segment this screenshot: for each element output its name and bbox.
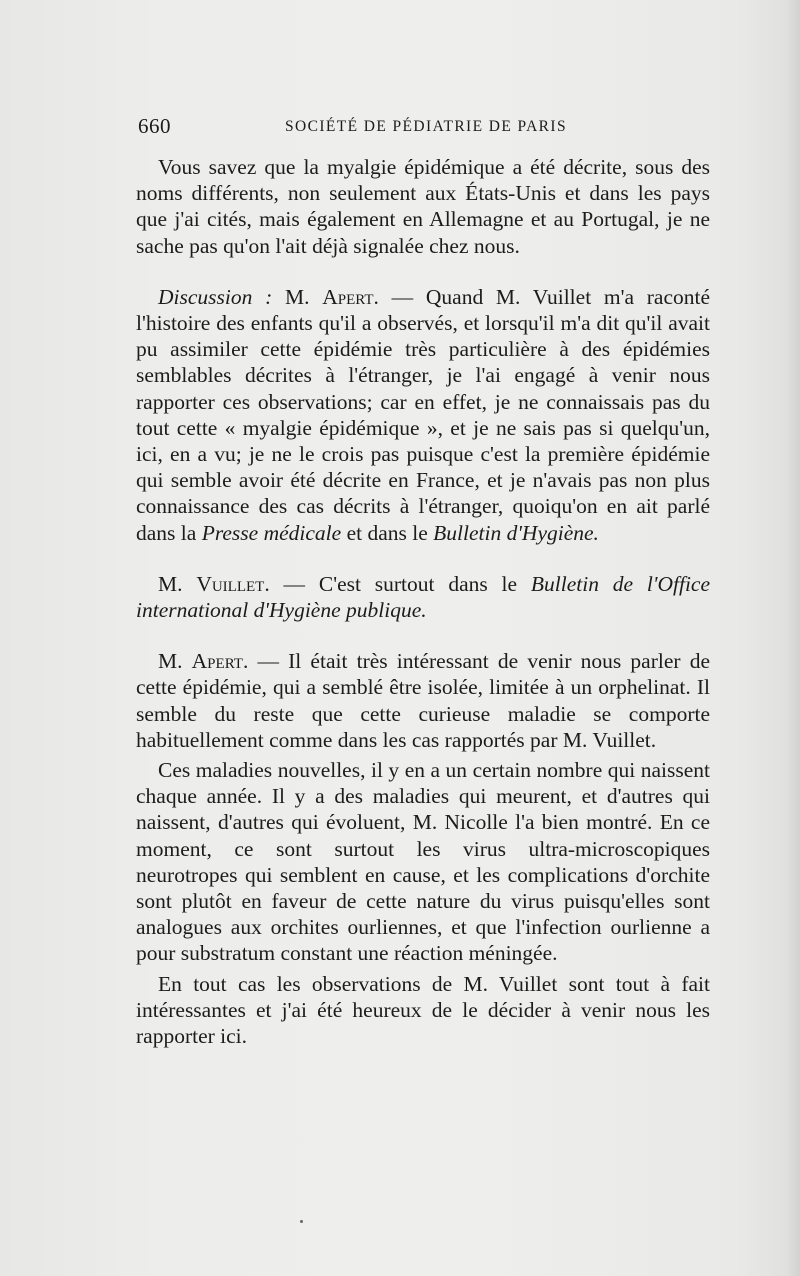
paper-speck: [300, 1220, 303, 1223]
paragraph-new-diseases: [136, 757, 710, 967]
speaker-name: Apert: [322, 284, 374, 309]
page-edge-shadow: [786, 0, 800, 1276]
page-number: 660: [138, 114, 171, 138]
running-head: [0, 114, 800, 138]
paragraph-apert-reply: [136, 648, 710, 753]
journal-presse-medicale: Presse médicale: [201, 520, 342, 545]
speaker-prefix: M.: [158, 571, 183, 596]
paragraph-vuillet-reply: [136, 571, 710, 623]
body-text: [136, 154, 710, 1049]
paragraph-discussion-apert: [136, 284, 710, 546]
paragraph-text-middle: et dans le: [341, 520, 434, 545]
paragraph-myalgie-intro: [136, 154, 710, 259]
paragraph-text: . — C'est surtout dans le: [264, 571, 531, 596]
speaker-prefix: M.: [285, 284, 310, 309]
paragraph-text: . — Il était très intéressant de venir nous parler de cette épidémie, qui a semblé être isolée, limitée à un orphelinat. Il semble du reste que cette curieuse maladie se comporte habituellement comme dans les cas rapportés par M. Vuillet.: [136, 649, 710, 752]
journal-title: SOCIÉTÉ DE PÉDIATRIE DE PARIS: [285, 118, 568, 135]
speaker-name: Apert: [191, 649, 243, 674]
paragraph-text: En tout cas les observations de M. Vuillet sont tout à fait intéressantes et j'ai été heureux de le décider à venir nous les rapporter ici.: [136, 971, 710, 1049]
discussion-label: Discussion :: [158, 284, 273, 309]
journal-bulletin-hygiene: Bulletin d'Hygiène.: [433, 520, 599, 545]
paragraph-text: Vous savez que la myalgie épidémique a été décrite, sous des noms différents, non seulement aux États-Unis et dans les pays que j'ai cités, mais également en Allemagne et au Portugal, je ne sache pas qu'on l'ait déjà signalée chez nous.: [136, 155, 710, 258]
speaker-name: Vuillet: [196, 571, 265, 596]
paragraph-text: Ces maladies nouvelles, il y en a un certain nombre qui naissent chaque année. Il y a des maladies qui meurent, et d'autres qui naissent, d'autres qui évoluent, M. Nicolle l'a bien montré. En ce moment, ce sont surtout les virus ultra-microscopiques neurotropes qui semblent en cause, et les complications d'orchite sont plutôt en faveur de cette nature du virus puisqu'elles sont analogues aux orchites ourliennes, et que l'infection ourlienne a pour substratum constant une réaction méningée.: [136, 758, 710, 966]
paragraph-conclusion: [136, 971, 710, 1050]
speaker-prefix: M.: [158, 649, 183, 674]
paragraph-text: . — Quand M. Vuillet m'a raconté l'histoire des enfants qu'il a observés, et lorsqu'il m'a dit qu'il avait pu assimiler cette épidémie très particulière à des épidémies semblables décrites à l'étranger, je l'ai engagé à venir nous rapporter ces observations; car en effet, je ne connaissais pas du tout cette « myalgie épidémique », et je ne sais pas si quelqu'un, ici, en a vu; je ne le crois pas puisque c'est la première épidémie qui semble avoir été décrite en France, et je n'avais pas non plus connaissance des cas décrits à l'étranger, quoiqu'on en ait parlé dans la: [136, 284, 711, 545]
journal-bulletin-office: Bulletin de l'Office international d'Hygiène publique.: [136, 571, 711, 623]
